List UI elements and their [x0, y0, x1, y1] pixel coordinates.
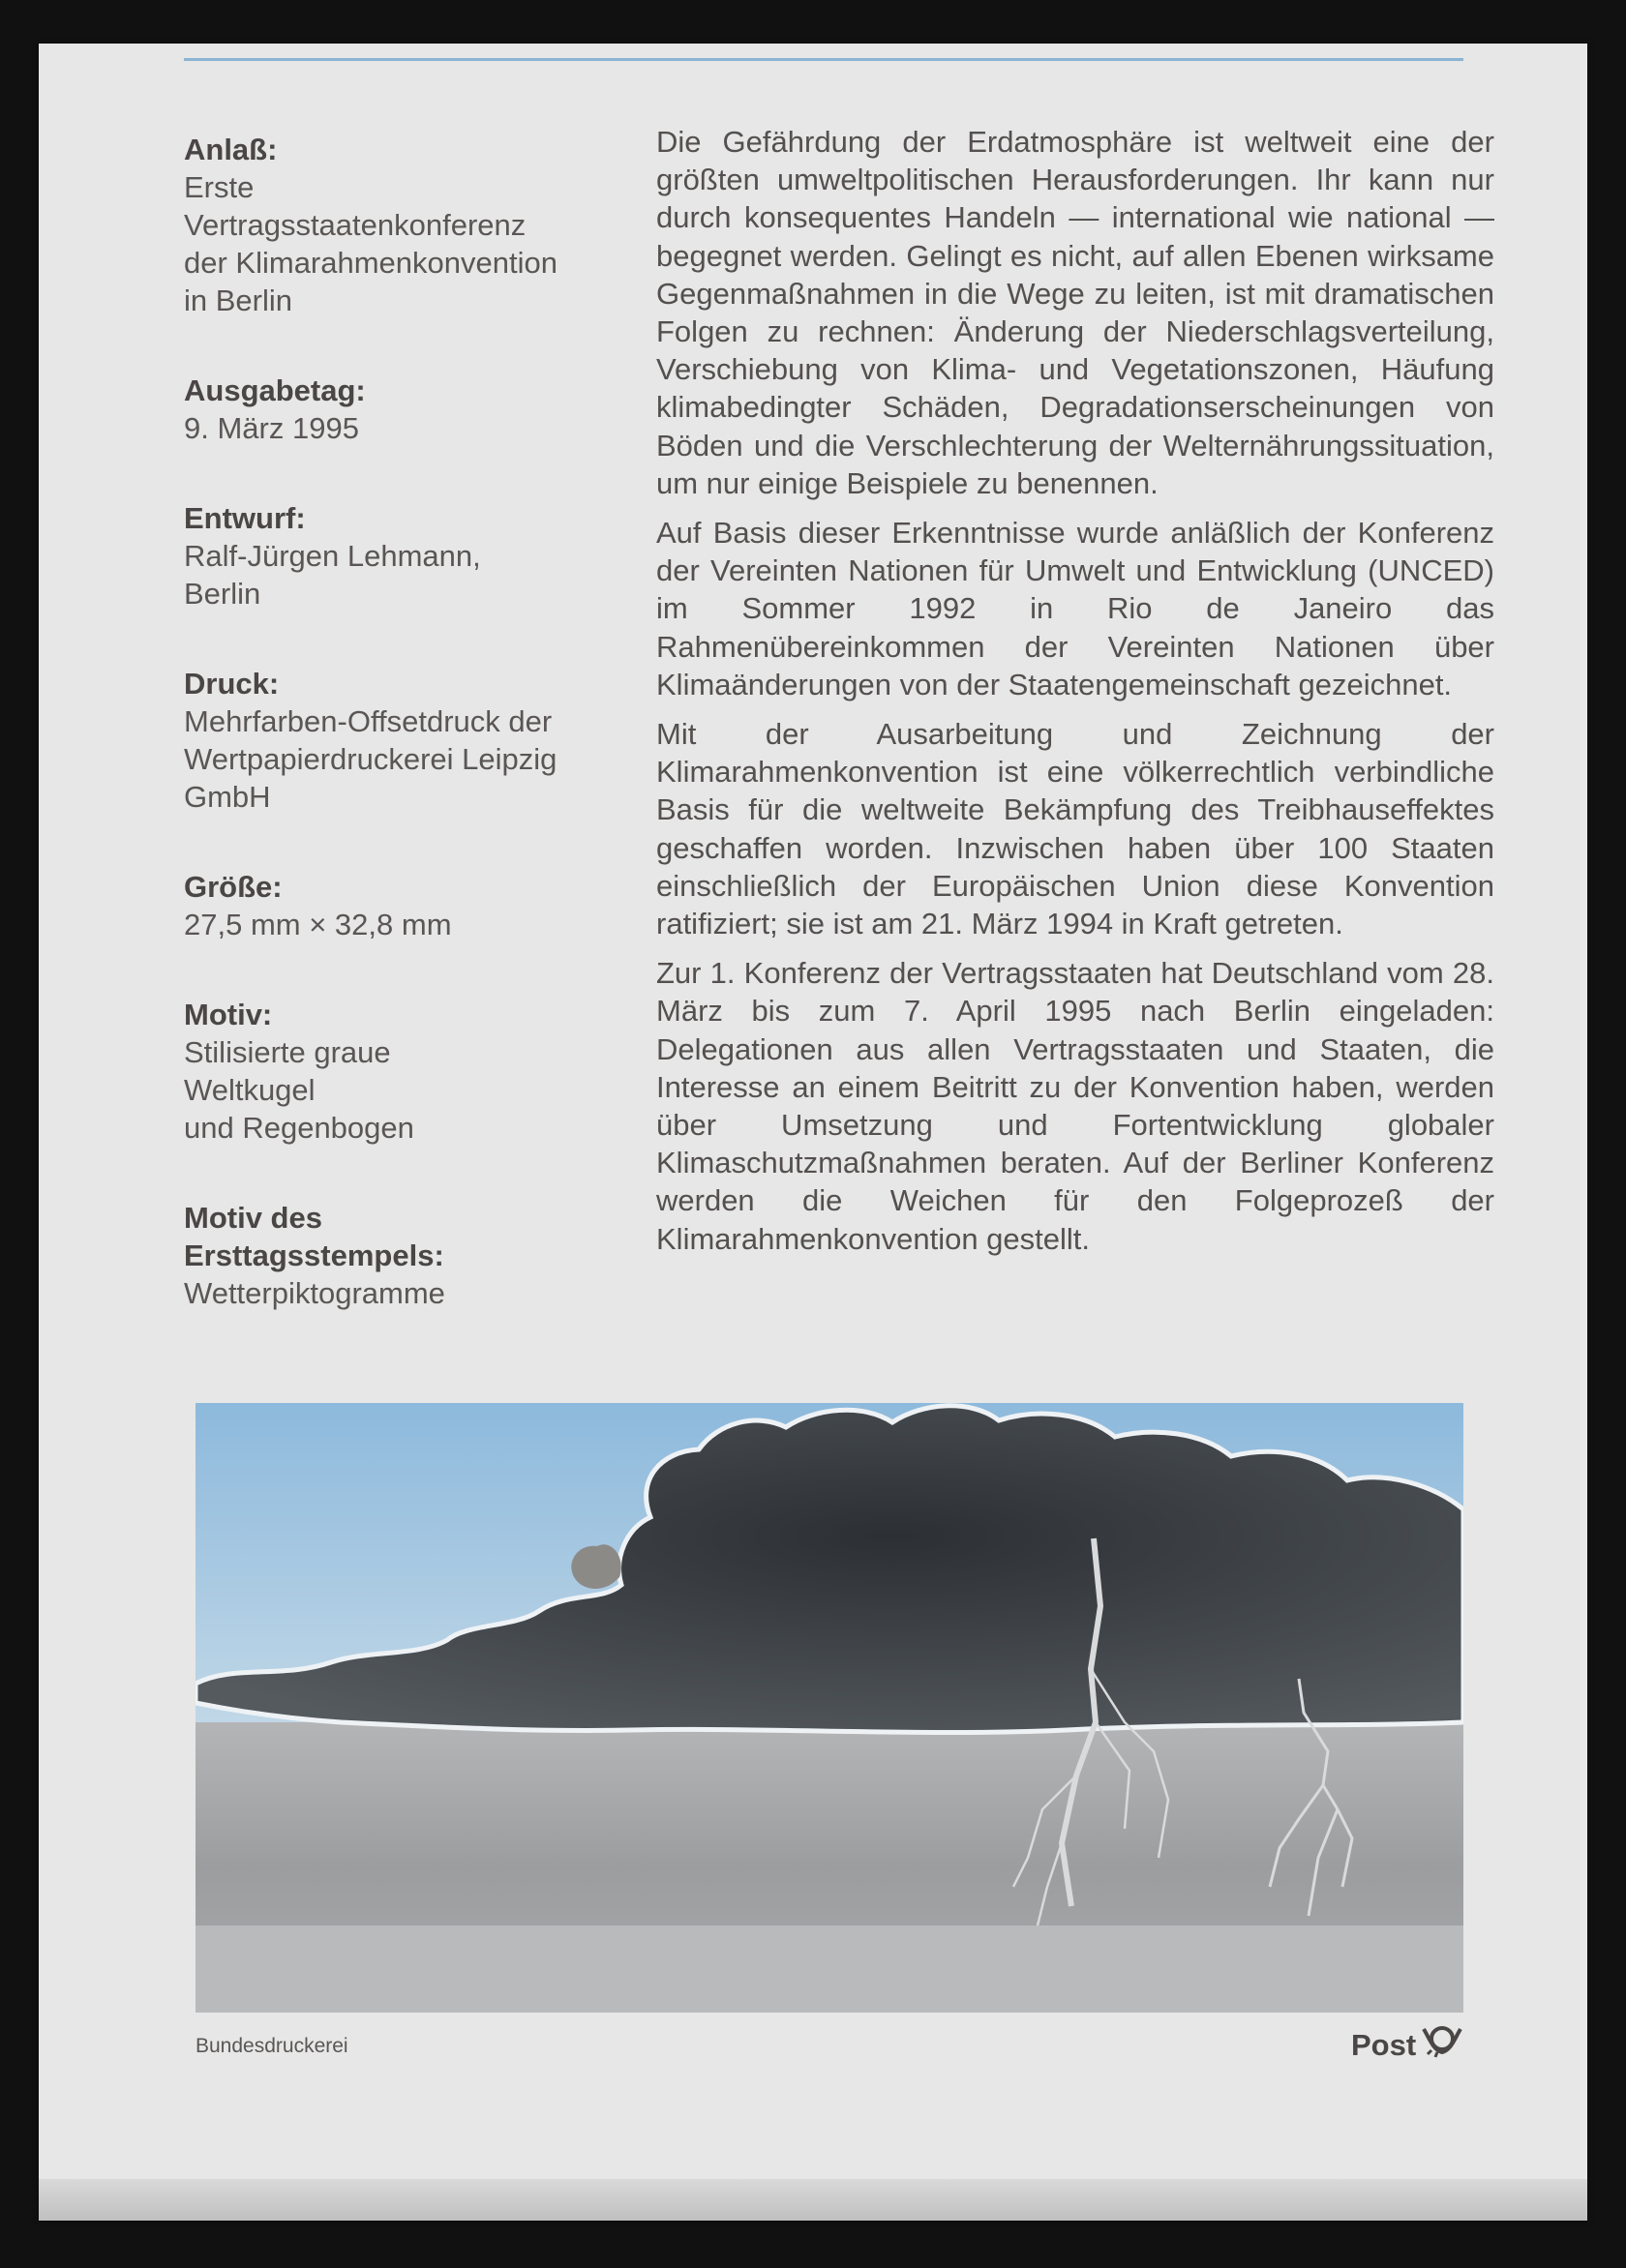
sheet-edge [39, 2179, 1587, 2221]
info-value: Wetterpiktogramme [184, 1276, 445, 1310]
printer-credit: Bundesdruckerei [196, 2035, 348, 2057]
body-paragraph: Zur 1. Konferenz der Vertragsstaaten hat Deutschland vom 28. März bis zum 7. April 1995 nach Berlin eingeladen: Delegationen aus allen Vertragsstaaten und Staaten, die Interesse an einem Beitritt zu der Konvention haben, werden über Umsetzung und Fortentwicklung globaler Klimaschutzmaßnahmen beraten. Auf der Berliner Konferenz werden die Weichen für den Folgeprozeß der Klimarahmenkonvention gestellt. [656, 956, 1494, 1256]
info-section-issue-date [184, 372, 629, 447]
body-paragraph: Auf Basis dieser Erkenntnisse wurde anläßlich der Konferenz der Vereinten Nationen für Umwelt und Entwicklung (UNCED) im Sommer 1992 in Rio de Janeiro das Rahmenübereinkommen der Vereinten Nationen über Klimaänderungen von der Staatengemeinschaft gezeichnet. [656, 516, 1494, 701]
info-section-occasion [184, 131, 629, 319]
info-value: 27,5 mm × 32,8 mm [184, 908, 452, 941]
storm-illustration-svg [196, 1403, 1463, 2013]
body-text [656, 123, 1494, 1269]
storm-illustration [196, 1403, 1463, 2013]
info-section-print [184, 665, 629, 816]
info-label: Motiv des Ersttagsstempels: [184, 1201, 444, 1272]
info-value: Ralf-Jürgen Lehmann, Berlin [184, 539, 481, 611]
top-rule [184, 58, 1463, 61]
info-section-size [184, 868, 629, 943]
info-label: Anlaß: [184, 133, 278, 166]
info-column [184, 131, 629, 1364]
info-label: Entwurf: [184, 501, 306, 535]
info-label: Druck: [184, 667, 280, 701]
info-section-motif [184, 996, 629, 1147]
body-paragraph: Mit der Ausarbeitung und Zeichnung der Klimarahmenkonvention ist eine völkerrechtlich verbindliche Basis für die weltweite Bekämpfung des Treibhauseffektes geschaffen worden. Inzwischen haben über 100 Staaten einschließlich der Europäischen Union diese Konvention ratifiziert; sie ist am 21. März 1994 in Kraft getreten. [656, 717, 1494, 941]
info-value: Stilisierte graue Weltkugel und Regenbogen [184, 1035, 414, 1145]
info-section-postmark-motif [184, 1199, 629, 1312]
info-value: Erste Vertragsstaatenkonferenz der Klimarahmenkonvention in Berlin [184, 170, 557, 317]
info-label: Motiv: [184, 998, 273, 1031]
info-label: Ausgabetag: [184, 373, 366, 407]
horizon-band [196, 1925, 1463, 2013]
info-value: Mehrfarben-Offsetdruck der Wertpapierdruckerei Leipzig GmbH [184, 704, 557, 814]
info-section-design [184, 499, 629, 612]
document-sheet [39, 44, 1587, 2221]
post-logo [1351, 2025, 1462, 2066]
info-value: 9. März 1995 [184, 411, 359, 445]
post-horn-icon [1422, 2025, 1462, 2066]
post-logo-text: Post [1351, 2028, 1417, 2062]
body-paragraph: Die Gefährdung der Erdatmosphäre ist weltweit eine der größten umweltpolitischen Herausforderungen. Ihr kann nur durch konsequentes Handeln — international wie national — begegnet werden. Gelingt es nicht, auf allen Ebenen wirksame Gegenmaßnahmen in die Wege zu leiten, ist mit dramatischen Folgen zu rechnen: Änderung der Niederschlagsverteilung, Verschiebung von Klima- und Vegetationszonen, Häufung klimabedingter Schäden, Degradationserscheinungen von Böden und die Verschlechterung der Welternährungssituation, um nur einige Beispiele zu benennen. [656, 125, 1494, 500]
info-label: Größe: [184, 870, 283, 904]
